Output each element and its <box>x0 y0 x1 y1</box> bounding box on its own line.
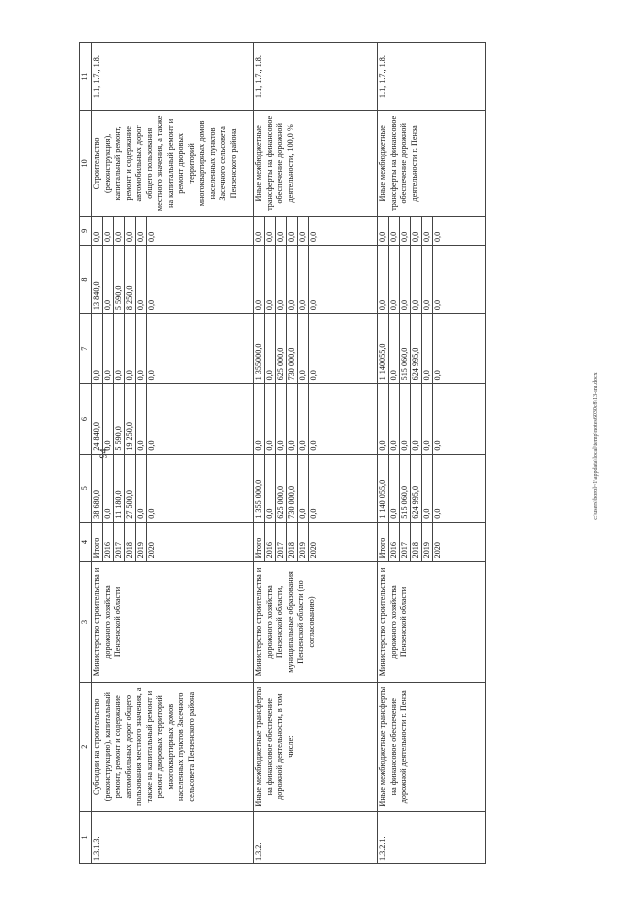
value-cell: 2020 <box>309 541 318 558</box>
value-cell: 0,0 <box>298 314 309 383</box>
value-cell: 0,0 <box>411 246 422 313</box>
value-cell: 730 000,0 <box>287 454 298 521</box>
row-executor: Министерство строительства и дорожного хозяйства Пензенской области <box>378 561 486 681</box>
rotated-page <box>79 42 587 864</box>
value-cell: 0,0 <box>103 384 114 453</box>
value-cell: 0,0 <box>309 231 318 242</box>
value-cell: 0,0 <box>114 314 125 383</box>
value-cell: 0,0 <box>389 246 400 313</box>
value-cell: 0,0 <box>422 384 433 453</box>
row-name: Субсидии на строительство (реконструкцию), капитальный ремонт, ремонт и содержание автомобильных дорог общего пользования местного значения, а также на капитальный ремонт и ремонт дворовых территорий многоквартирных домов населенных пунктов Засечного сельсовета Пензенского района <box>92 682 254 811</box>
value-cell: 0,0 <box>287 246 298 313</box>
value-cell: 0,0 <box>265 384 276 453</box>
col8-cell <box>92 245 254 313</box>
value-cell: 2019 <box>422 522 433 561</box>
value-cell: 2020 <box>433 541 442 558</box>
col5-cell <box>378 454 486 522</box>
value-cell: 0,0 <box>265 246 276 313</box>
header-cell: 7 <box>80 313 92 383</box>
value-cell: 0,0 <box>389 216 400 244</box>
value-cell: 0,0 <box>433 369 442 380</box>
footer-path: c:\users\borol~1\appdata\local\temp\notes6030c8\13-ını.docx <box>593 372 599 520</box>
value-cell: 8 250,0 <box>125 246 136 313</box>
value-cell: 5 590,0 <box>114 384 125 453</box>
value-cell: Итого <box>378 522 389 561</box>
col6-cell <box>378 383 486 453</box>
col8-cell <box>378 245 486 313</box>
col8-cell <box>254 245 378 313</box>
value-cell: 515 060,0 <box>400 314 411 383</box>
row-code: 1.3.2.1. <box>378 811 486 863</box>
value-cell: 0,0 <box>433 507 442 519</box>
value-cell: 0,0 <box>287 384 298 453</box>
table-row <box>92 42 254 863</box>
value-cell: 0,0 <box>298 246 309 313</box>
header-cell: 9 <box>80 216 92 245</box>
col5-cell <box>254 454 378 522</box>
value-cell: 27 500,0 <box>125 454 136 521</box>
header-cell: 3 <box>80 561 92 681</box>
value-cell: 515 060,0 <box>400 454 411 521</box>
value-cell: 0,0 <box>400 216 411 244</box>
value-cell: 0,0 <box>136 384 147 453</box>
value-cell: 2016 <box>265 522 276 561</box>
value-cell: 0,0 <box>287 216 298 244</box>
header-cell: 6 <box>80 383 92 453</box>
value-cell: 0,0 <box>103 454 114 521</box>
col7-cell <box>92 313 254 383</box>
value-cell: 24 840,0 <box>92 384 103 453</box>
value-cell: 0,0 <box>125 314 136 383</box>
col5-cell <box>92 454 254 522</box>
value-cell: 0,0 <box>147 507 156 519</box>
value-cell: 624 995,0 <box>411 314 422 383</box>
value-cell: 1 355 000,0 <box>254 454 265 521</box>
value-cell: 2017 <box>114 522 125 561</box>
value-cell: 0,0 <box>389 384 400 453</box>
value-cell: 2018 <box>125 522 136 561</box>
value-cell: 0,0 <box>433 231 442 242</box>
value-cell: Итого <box>92 522 103 561</box>
value-cell: 2018 <box>287 522 298 561</box>
value-cell: 0,0 <box>265 314 276 383</box>
col9-cell <box>92 216 254 245</box>
value-cell: 13 840,0 <box>92 246 103 313</box>
col9-cell <box>254 216 378 245</box>
header-cell: 2 <box>80 682 92 811</box>
value-cell: 0,0 <box>254 246 265 313</box>
value-cell: 0,0 <box>254 216 265 244</box>
value-cell: 0,0 <box>147 369 156 380</box>
value-cell: 2017 <box>276 522 287 561</box>
years-cell <box>254 522 378 562</box>
value-cell: 19 250,0 <box>125 384 136 453</box>
value-cell: 0,0 <box>309 369 318 380</box>
value-cell: 1 355000,0 <box>254 314 265 383</box>
row-code: 1.3.2. <box>254 811 378 863</box>
value-cell: 0,0 <box>125 216 136 244</box>
value-cell: 0,0 <box>422 246 433 313</box>
value-cell: 0,0 <box>433 439 442 451</box>
row-code: 1.3.1.3. <box>92 811 254 863</box>
value-cell: 11 180,0 <box>114 454 125 521</box>
row-links: 1.1, 1.7., 1.8. <box>378 42 486 110</box>
value-cell: Итого <box>254 522 265 561</box>
page-number: 94 <box>98 448 110 459</box>
row-result: Строительство (реконструкция), капитальный ремонт, ремонт и содержание автомобильных дорог общего пользования местного значения, а также на капитальный ремонт и ремонт дворовых территорий многоквартирных домов населенных пунктов Засечного сельсовета Пензенского района <box>92 110 254 215</box>
col6-cell <box>92 383 254 453</box>
value-cell: 0,0 <box>103 246 114 313</box>
value-cell: 0,0 <box>136 314 147 383</box>
value-cell: 2016 <box>389 522 400 561</box>
value-cell: 2018 <box>411 522 422 561</box>
value-cell: 0,0 <box>92 216 103 244</box>
header-cell: 5 <box>80 454 92 522</box>
years-cell <box>92 522 254 562</box>
program-table <box>79 42 486 864</box>
row-executor: Министерство строительства и дорожного хозяйства Пензенской области <box>92 561 254 681</box>
value-cell: 0,0 <box>136 246 147 313</box>
value-cell: 1 140055,0 <box>378 314 389 383</box>
value-cell: 0,0 <box>378 216 389 244</box>
value-cell: 2019 <box>136 522 147 561</box>
value-cell: 0,0 <box>378 246 389 313</box>
value-cell: 0,0 <box>309 507 318 519</box>
value-cell: 2020 <box>147 541 156 558</box>
header-cell: 4 <box>80 522 92 562</box>
row-name: Иные межбюджетные трансферты на финансовое обеспечение дорожной деятельности, в том числе: <box>254 682 378 811</box>
table-row <box>378 42 486 863</box>
years-cell <box>378 522 486 562</box>
header-cell: 11 <box>80 42 92 110</box>
value-cell: 0,0 <box>114 216 125 244</box>
value-cell: 1 140 055,0 <box>378 454 389 521</box>
value-cell: 625 000,0 <box>276 454 287 521</box>
col7-cell <box>254 313 378 383</box>
col9-cell <box>378 216 486 245</box>
table-row <box>254 42 378 863</box>
value-cell: 2016 <box>103 522 114 561</box>
value-cell: 0,0 <box>309 439 318 451</box>
row-links: 1.1, 1.7., 1.8. <box>254 42 378 110</box>
value-cell: 730 000,0 <box>287 314 298 383</box>
row-result: Иные межбюджетные трансферты на финансовое обеспечение дорожной деятельности, 100,0 % <box>254 110 378 215</box>
value-cell: 0,0 <box>276 246 287 313</box>
value-cell: 0,0 <box>422 454 433 521</box>
value-cell: 0,0 <box>309 299 318 310</box>
col7-cell <box>378 313 486 383</box>
value-cell: 5 590,0 <box>114 246 125 313</box>
header-cell: 8 <box>80 245 92 313</box>
value-cell: 624 995,0 <box>411 454 422 521</box>
value-cell: 0,0 <box>378 384 389 453</box>
header-cell: 1 <box>80 811 92 863</box>
value-cell: 0,0 <box>433 299 442 310</box>
value-cell: 0,0 <box>298 216 309 244</box>
row-links: 1.1, 1.7., 1.8. <box>92 42 254 110</box>
value-cell: 0,0 <box>298 384 309 453</box>
value-cell: 38 680,0 <box>92 454 103 521</box>
value-cell: 0,0 <box>147 231 156 242</box>
header-cell: 10 <box>80 110 92 215</box>
row-result: Иные межбюджетные трансферты на финансовое обеспечение дорожной деятельности г. Пенза <box>378 110 486 215</box>
value-cell: 0,0 <box>147 439 156 451</box>
row-name: Иные межбюджетные трансферты на финансовое обеспечение дорожной деятельности г. Пенза <box>378 682 486 811</box>
value-cell: 0,0 <box>411 384 422 453</box>
col6-cell <box>254 383 378 453</box>
value-cell: 0,0 <box>265 454 276 521</box>
value-cell: 0,0 <box>276 384 287 453</box>
header-row <box>80 42 92 863</box>
value-cell: 0,0 <box>254 384 265 453</box>
value-cell: 0,0 <box>103 216 114 244</box>
value-cell: 2017 <box>400 522 411 561</box>
value-cell: 2019 <box>298 522 309 561</box>
value-cell: 625 000,0 <box>276 314 287 383</box>
value-cell: 0,0 <box>103 314 114 383</box>
value-cell: 0,0 <box>389 314 400 383</box>
value-cell: 0,0 <box>400 246 411 313</box>
value-cell: 0,0 <box>411 216 422 244</box>
value-cell: 0,0 <box>136 216 147 244</box>
value-cell: 0,0 <box>400 384 411 453</box>
value-cell: 0,0 <box>276 216 287 244</box>
value-cell: 0,0 <box>298 454 309 521</box>
value-cell: 0,0 <box>265 216 276 244</box>
row-executor: Министерство строительства и дорожного хозяйства Пензенской области, муниципальные образования Пензенской области (по согласованию) <box>254 561 378 681</box>
value-cell: 0,0 <box>389 454 400 521</box>
value-cell: 0,0 <box>136 454 147 521</box>
value-cell: 0,0 <box>92 314 103 383</box>
value-cell: 0,0 <box>422 216 433 244</box>
value-cell: 0,0 <box>147 299 156 310</box>
value-cell: 0,0 <box>422 314 433 383</box>
